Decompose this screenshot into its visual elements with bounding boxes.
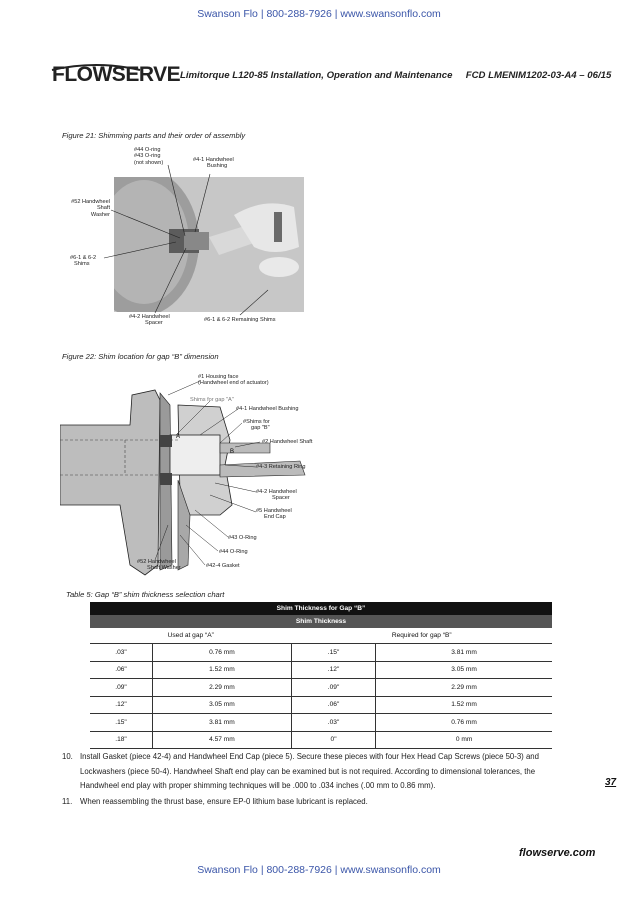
label-line: Shaft Washer [147, 565, 181, 572]
table-row [90, 644, 552, 662]
figure22-caption: Figure 22: Shim location for gap “B” dimension [62, 352, 219, 361]
table-column-header-row [90, 628, 552, 644]
label-line: Washer [90, 211, 110, 218]
fig22-label-bushing: #4-1 Handwheel Bushing [236, 406, 299, 412]
fig22-label-shims-a: Shims for gap "A" [190, 397, 234, 403]
cell: 1.52 mm [376, 696, 552, 714]
document-title-text: Limitorque L120-85 Installation, Operation and Maintenance [180, 70, 453, 81]
document-code: FCD LMENIM1202-03-A4 – 06/15 [465, 70, 612, 81]
label-line: Shims [74, 261, 90, 268]
fig22-label-gasket: #42-4 Gasket [206, 563, 240, 569]
label-line: (not shown) [134, 159, 164, 166]
cell: .06" [90, 661, 153, 679]
fig22-label-housing [198, 374, 269, 387]
cell: 0.76 mm [153, 644, 292, 662]
header-contact: Swanson Flo | 800-288-7926 | www.swansonflo.com [197, 8, 441, 20]
label-line: #4-2 Handwheel [256, 489, 297, 495]
cell: .18" [90, 731, 153, 749]
table5-caption: Table 5: Gap “B” shim thickness selection chart [66, 590, 225, 599]
cell: 3.05 mm [153, 696, 292, 714]
cell: .15" [291, 644, 375, 662]
cell: .03" [90, 644, 153, 662]
cell: 1.52 mm [153, 661, 292, 679]
label-line: #44 O-ring [134, 147, 161, 153]
step-line: When reassembling the thrust base, ensure EP-0 lithium base lubricant is replaced. [80, 797, 368, 806]
cell: .03" [291, 714, 375, 732]
table-row [90, 731, 552, 749]
table-subtitle: Shim Thickness [90, 615, 552, 628]
cell: 0" [291, 731, 375, 749]
table-subtitle-row [90, 615, 552, 628]
fig21-label-remaining: #6-1 & 6-2 Remaining Shims [204, 317, 276, 323]
cell: 0.76 mm [376, 714, 552, 732]
cell: .15" [90, 714, 153, 732]
flowserve-logo: FLOWSERVE [52, 63, 181, 86]
cell: 3.81 mm [376, 644, 552, 662]
footer-contact: Swanson Flo | 800-288-7926 | www.swansonflo.com [197, 864, 441, 876]
table-row [90, 696, 552, 714]
label-line: #4-1 Handwheel [193, 157, 234, 163]
label-line: #52 Handwheel [71, 199, 110, 205]
cell: 3.05 mm [376, 661, 552, 679]
step-10-number: 10. [62, 752, 73, 761]
cell: 4.57 mm [153, 731, 292, 749]
label-line: #4-2 Handwheel [129, 314, 170, 320]
fig22-label-endcap [256, 508, 292, 521]
table-row [90, 714, 552, 732]
label-line: Spacer [272, 495, 290, 502]
cell: 2.29 mm [376, 679, 552, 697]
fig22-label-ring: #4-3 Retaining Ring [256, 464, 306, 470]
step-line: Handwheel end play with proper shimming techniques will be .000 to .034 inches (.00 mm to 0.86 mm). [80, 781, 436, 790]
label-line: #5 Handwheel [256, 508, 292, 514]
cell: 0 mm [376, 731, 552, 749]
fig22-label-oring43: #43 O-Ring [228, 535, 257, 541]
fig22-label-washer [137, 559, 181, 572]
cell: 3.81 mm [153, 714, 292, 732]
label-line: #52 Handwheel [137, 559, 176, 565]
step-line: Install Gasket (piece 42-4) and Handwheel End Cap (piece 5). Secure these pieces with four Hex Head Cap Screws (piece 50-3) and [80, 752, 539, 761]
figure21-caption: Figure 21: Shimming parts and their order of assembly [62, 131, 246, 140]
step-line: Lockwashers (piece 50-4). Handwheel Shaft end play can be examined but is not required. According to dimensional tolerances, the [80, 766, 536, 776]
label-line: #1 Housing face [198, 374, 239, 380]
cell: 2.29 mm [153, 679, 292, 697]
step-10-text [80, 750, 600, 794]
gap-a-mark: A [176, 434, 181, 440]
gap-b-mark: B [230, 449, 235, 455]
label-line: Shaft [96, 205, 110, 212]
label-line: #Shims for [243, 419, 270, 425]
label-line: gap "B" [251, 425, 270, 432]
fig22-label-shaft: #2 Handwheel Shaft [262, 439, 313, 445]
cell: .06" [291, 696, 375, 714]
fig22-label-shims-b [243, 419, 270, 432]
table-row [90, 661, 552, 679]
label-line: Bushing [207, 163, 228, 170]
cell: .12" [90, 696, 153, 714]
table-title: Shim Thickness for Gap “B” [90, 602, 552, 615]
cell: .12" [291, 661, 375, 679]
cell: .09" [90, 679, 153, 697]
step-11-text [80, 795, 600, 810]
step-11-number: 11. [62, 797, 73, 806]
label-line: End Cap [264, 514, 286, 521]
column-required-gap-b: Required for gap “B” [291, 628, 552, 644]
column-used-gap-a: Used at gap “A” [90, 628, 291, 644]
label-line: (Handwheel end of actuator) [198, 380, 269, 387]
table-title-row [90, 602, 552, 615]
footer-site[interactable]: flowserve.com [519, 847, 596, 859]
fig22-label-spacer [256, 489, 297, 502]
label-line: #6-1 & 6-2 [70, 255, 97, 261]
table-row [90, 679, 552, 697]
cell: .09" [291, 679, 375, 697]
label-line: #43 O-ring [134, 153, 161, 160]
label-line: Spacer [145, 320, 163, 327]
page-number: 37 [605, 777, 617, 788]
shim-thickness-table [90, 602, 552, 749]
fig22-label-oring44: #44 O-Ring [219, 549, 248, 555]
